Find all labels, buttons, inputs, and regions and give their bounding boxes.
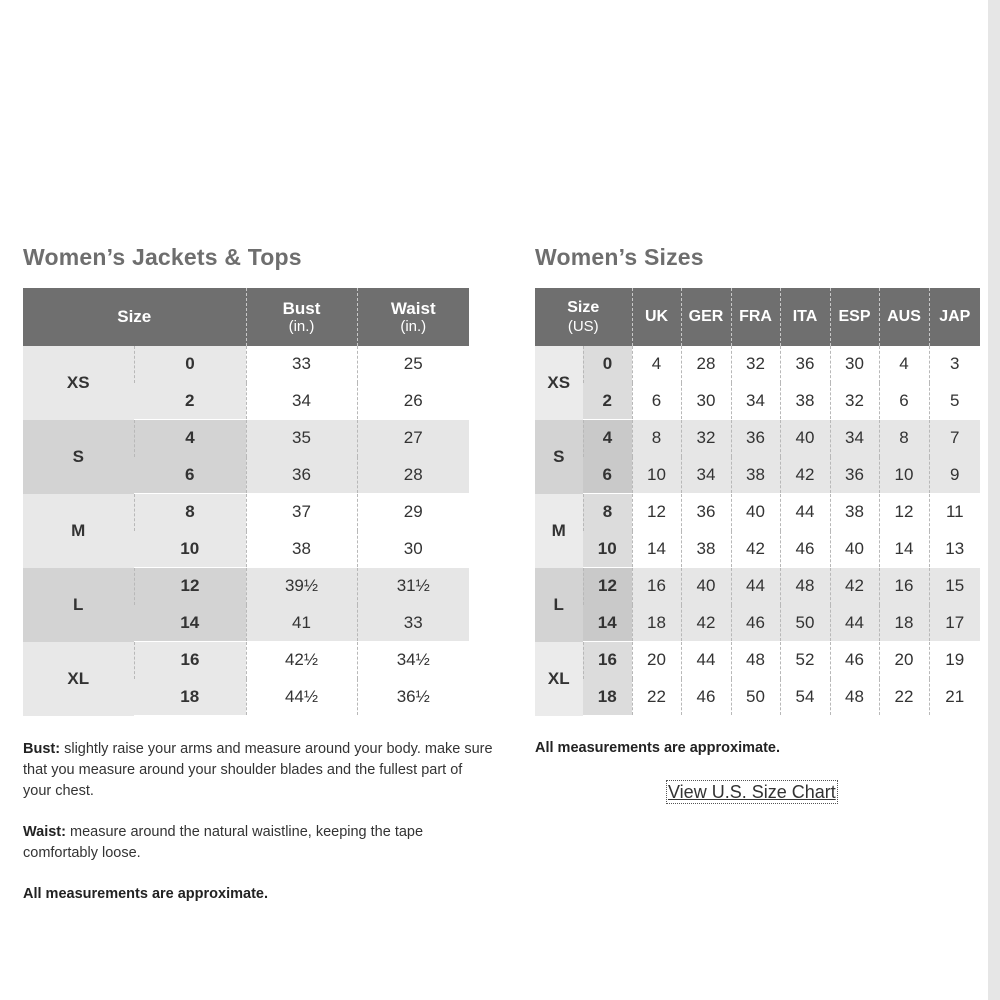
- country-size-cell: 5: [929, 383, 980, 420]
- size-group-label: XS: [23, 346, 134, 420]
- view-us-size-chart-link[interactable]: View U.S. Size Chart: [668, 782, 836, 802]
- country-size-cell: 16: [879, 568, 929, 605]
- country-size-cell: 38: [731, 457, 780, 494]
- country-size-cell: 8: [632, 420, 681, 457]
- country-size-cell: 50: [731, 679, 780, 716]
- bust-cell: 44½: [246, 679, 357, 716]
- table-row: [535, 420, 980, 457]
- table-row: [23, 642, 469, 679]
- country-size-cell: 4: [632, 346, 681, 383]
- table-row: [535, 531, 980, 568]
- country-size-cell: 21: [929, 679, 980, 716]
- waist-note: [23, 822, 493, 864]
- us-size-cell: 16: [134, 642, 246, 679]
- country-size-cell: 36: [780, 346, 830, 383]
- country-size-cell: 14: [632, 531, 681, 568]
- country-size-cell: 46: [731, 605, 780, 642]
- bust-cell: 39½: [246, 568, 357, 605]
- country-header: UK: [632, 288, 681, 346]
- measurement-notes: [23, 739, 493, 925]
- country-size-cell: 6: [879, 383, 929, 420]
- jackets-title: Women’s Jackets & Tops: [23, 244, 302, 270]
- us-size-cell: 0: [583, 346, 632, 383]
- country-size-cell: 34: [830, 420, 879, 457]
- size-group-label: XL: [23, 642, 134, 716]
- us-size-cell: 10: [583, 531, 632, 568]
- country-size-cell: 3: [929, 346, 980, 383]
- waist-note-text: measure around the natural waistline, keeping the tape comfortably loose.: [23, 824, 424, 861]
- size-group-label: S: [535, 420, 583, 494]
- country-size-cell: 38: [681, 531, 731, 568]
- country-size-cell: 20: [879, 642, 929, 679]
- us-size-cell: 12: [134, 568, 246, 605]
- waist-header-label: Waist: [390, 298, 436, 318]
- country-header: AUS: [879, 288, 929, 346]
- country-size-cell: 20: [632, 642, 681, 679]
- country-size-cell: 30: [681, 383, 731, 420]
- waist-header-unit: (in.): [400, 318, 427, 336]
- size-group-label: M: [535, 494, 583, 568]
- waist-cell: 26: [357, 383, 469, 420]
- country-size-cell: 17: [929, 605, 980, 642]
- bust-note: [23, 739, 493, 802]
- country-size-cell: 42: [830, 568, 879, 605]
- bust-cell: 33: [246, 346, 357, 383]
- country-size-cell: 7: [929, 420, 980, 457]
- us-size-cell: 6: [583, 457, 632, 494]
- country-size-cell: 10: [879, 457, 929, 494]
- waist-cell: 25: [357, 346, 469, 383]
- us-size-cell: 12: [583, 568, 632, 605]
- bust-header: [246, 288, 357, 346]
- bust-header-unit: (in.): [288, 318, 315, 336]
- waist-cell: 33: [357, 605, 469, 642]
- bust-cell: 42½: [246, 642, 357, 679]
- table-row: [535, 457, 980, 494]
- country-size-cell: 32: [830, 383, 879, 420]
- country-size-cell: 19: [929, 642, 980, 679]
- us-size-cell: 10: [134, 531, 246, 568]
- size-header: Size: [23, 288, 246, 346]
- us-size-cell: 18: [583, 679, 632, 716]
- country-size-cell: 30: [830, 346, 879, 383]
- us-size-cell: 0: [134, 346, 246, 383]
- waist-cell: 28: [357, 457, 469, 494]
- us-size-header-unit: (US): [567, 317, 599, 335]
- country-size-cell: 28: [681, 346, 731, 383]
- waist-header: [357, 288, 469, 346]
- table-row: [23, 420, 469, 457]
- table-header-row: [23, 288, 469, 346]
- country-header: JAP: [929, 288, 980, 346]
- country-size-cell: 36: [731, 420, 780, 457]
- us-size-cell: 16: [583, 642, 632, 679]
- country-size-cell: 44: [731, 568, 780, 605]
- size-group-label: L: [23, 568, 134, 642]
- bust-note-label: Bust:: [23, 741, 61, 757]
- approximate-note-left: [23, 884, 493, 905]
- table-header-row: [535, 288, 980, 346]
- waist-cell: 36½: [357, 679, 469, 716]
- waist-cell: 31½: [357, 568, 469, 605]
- country-size-cell: 4: [879, 346, 929, 383]
- country-header: ESP: [830, 288, 879, 346]
- country-size-cell: 54: [780, 679, 830, 716]
- bust-cell: 35: [246, 420, 357, 457]
- country-size-cell: 16: [632, 568, 681, 605]
- us-size-cell: 4: [134, 420, 246, 457]
- bust-note-text: slightly raise your arms and measure around your body. make sure that you measure around your shoulder blades and the fullest part of your chest.: [23, 741, 493, 799]
- right-edge-strip: [988, 0, 1000, 1000]
- us-size-header: [535, 288, 632, 346]
- country-size-cell: 40: [780, 420, 830, 457]
- us-size-cell: 14: [134, 605, 246, 642]
- country-size-cell: 42: [731, 531, 780, 568]
- table-row: [535, 494, 980, 531]
- table-row: [23, 346, 469, 383]
- country-size-cell: 38: [830, 494, 879, 531]
- country-size-cell: 12: [879, 494, 929, 531]
- country-size-cell: 48: [780, 568, 830, 605]
- us-size-cell: 4: [583, 420, 632, 457]
- waist-cell: 30: [357, 531, 469, 568]
- table-row: [535, 346, 980, 383]
- waist-cell: 27: [357, 420, 469, 457]
- bust-cell: 38: [246, 531, 357, 568]
- us-size-cell: 2: [583, 383, 632, 420]
- country-size-cell: 40: [731, 494, 780, 531]
- country-size-cell: 34: [681, 457, 731, 494]
- waist-cell: 34½: [357, 642, 469, 679]
- bust-header-label: Bust: [282, 298, 321, 318]
- waist-note-label: Waist:: [23, 824, 66, 840]
- country-size-cell: 32: [681, 420, 731, 457]
- us-size-cell: 6: [134, 457, 246, 494]
- country-size-cell: 22: [632, 679, 681, 716]
- approximate-note-right: All measurements are approximate.: [535, 740, 780, 756]
- size-group-label: S: [23, 420, 134, 494]
- bust-cell: 41: [246, 605, 357, 642]
- us-size-cell: 8: [583, 494, 632, 531]
- bust-cell: 37: [246, 494, 357, 531]
- bust-cell: 34: [246, 383, 357, 420]
- country-size-cell: 46: [780, 531, 830, 568]
- table-row: [535, 568, 980, 605]
- country-size-cell: 18: [632, 605, 681, 642]
- country-size-cell: 52: [780, 642, 830, 679]
- size-group-label: XS: [535, 346, 583, 420]
- country-size-cell: 40: [830, 531, 879, 568]
- table-row: [23, 568, 469, 605]
- table-row: [535, 383, 980, 420]
- country-size-cell: 46: [681, 679, 731, 716]
- country-size-cell: 15: [929, 568, 980, 605]
- country-header: ITA: [780, 288, 830, 346]
- country-size-cell: 48: [830, 679, 879, 716]
- sizes-title: Women’s Sizes: [535, 244, 704, 270]
- country-size-cell: 11: [929, 494, 980, 531]
- table-row: [535, 605, 980, 642]
- sizes-conversion-table: [535, 288, 980, 716]
- country-size-cell: 9: [929, 457, 980, 494]
- country-size-cell: 6: [632, 383, 681, 420]
- us-size-cell: 18: [134, 679, 246, 716]
- country-size-cell: 18: [879, 605, 929, 642]
- size-group-label: M: [23, 494, 134, 568]
- country-size-cell: 36: [681, 494, 731, 531]
- country-size-cell: 36: [830, 457, 879, 494]
- country-size-cell: 32: [731, 346, 780, 383]
- country-size-cell: 12: [632, 494, 681, 531]
- country-size-cell: 44: [681, 642, 731, 679]
- country-size-cell: 13: [929, 531, 980, 568]
- country-size-cell: 40: [681, 568, 731, 605]
- country-header: FRA: [731, 288, 780, 346]
- country-size-cell: 38: [780, 383, 830, 420]
- approximate-note-left-text: All measurements are approximate.: [23, 886, 268, 902]
- country-size-cell: 46: [830, 642, 879, 679]
- country-size-cell: 42: [780, 457, 830, 494]
- jackets-size-table: [23, 288, 469, 716]
- us-size-cell: 14: [583, 605, 632, 642]
- country-size-cell: 8: [879, 420, 929, 457]
- country-size-cell: 50: [780, 605, 830, 642]
- country-size-cell: 42: [681, 605, 731, 642]
- waist-cell: 29: [357, 494, 469, 531]
- country-size-cell: 44: [780, 494, 830, 531]
- country-size-cell: 34: [731, 383, 780, 420]
- table-row: [23, 494, 469, 531]
- size-group-label: XL: [535, 642, 583, 716]
- us-size-header-label: Size: [567, 299, 600, 317]
- us-size-cell: 8: [134, 494, 246, 531]
- table-row: [535, 642, 980, 679]
- country-size-cell: 22: [879, 679, 929, 716]
- country-size-cell: 44: [830, 605, 879, 642]
- us-size-cell: 2: [134, 383, 246, 420]
- size-group-label: L: [535, 568, 583, 642]
- country-header: GER: [681, 288, 731, 346]
- country-size-cell: 10: [632, 457, 681, 494]
- table-row: [535, 679, 980, 716]
- bust-cell: 36: [246, 457, 357, 494]
- country-size-cell: 48: [731, 642, 780, 679]
- country-size-cell: 14: [879, 531, 929, 568]
